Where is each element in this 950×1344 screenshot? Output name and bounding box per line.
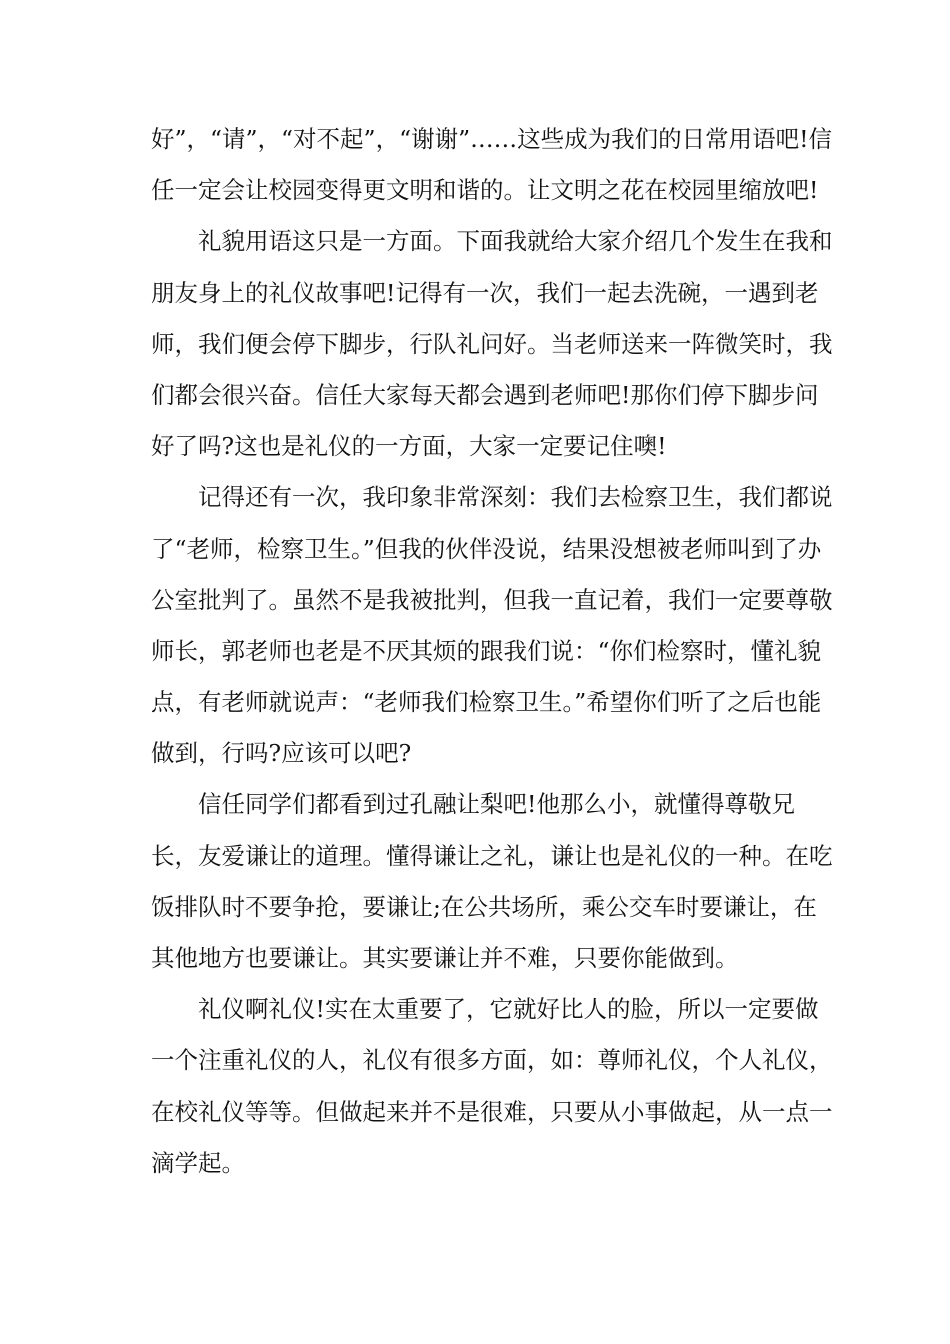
text-line: 其他地方也要谦让。其实要谦让并不难，只要你能做到。	[151, 944, 739, 972]
paragraph-4	[151, 779, 833, 984]
text-line: 公室批判了。虽然不是我被批判，但我一直记着，我们一定要尊敬	[151, 585, 833, 614]
text-line: 饭排队时不要争抢，要谦让;在公共场所，乘公交车时要谦让，在	[151, 892, 817, 921]
text-line: 师长，郭老师也老是不厌其烦的跟我们说：“你们检察时，懂礼貌	[151, 636, 822, 665]
paragraph-3	[151, 472, 833, 779]
paragraph-1	[151, 114, 833, 216]
paragraph-5	[151, 984, 833, 1189]
text-line: 长，友爱谦让的道理。懂得谦让之礼，谦让也是礼仪的一种。在吃	[151, 841, 833, 870]
text-line: 点，有老师就说声：“老师我们检察卫生。”希望你们听了之后也能	[151, 688, 822, 717]
text-line: 信任同学们都看到过孔融让梨吧!他那么小，就懂得尊敬兄	[198, 790, 795, 819]
text-line: 好”，“请”，“对不起”，“谢谢”……这些成为我们的日常用语吧!信	[151, 125, 833, 153]
text-line: 礼仪啊礼仪!实在太重要了，它就好比人的脸，所以一定要做	[198, 995, 819, 1024]
document-page	[151, 114, 833, 1189]
text-line: 们都会很兴奋。信任大家每天都会遇到老师吧!那你们停下脚步问	[151, 380, 819, 409]
text-line: 在校礼仪等等。但做起来并不是很难，只要从小事做起，从一点一	[151, 1097, 833, 1126]
paragraph-2	[151, 216, 833, 472]
text-line: 做到，行吗?应该可以吧?	[151, 739, 412, 768]
text-line: 礼貌用语这只是一方面。下面我就给大家介绍几个发生在我和	[198, 227, 833, 256]
text-line: 好了吗?这也是礼仪的一方面，大家一定要记住噢!	[151, 432, 667, 461]
text-line: 朋友身上的礼仪故事吧!记得有一次，我们一起去洗碗，一遇到老	[151, 278, 819, 307]
text-line: 记得还有一次，我印象非常深刻：我们去检察卫生，我们都说	[198, 483, 833, 512]
text-line: 师，我们便会停下脚步，行队礼问好。当老师送来一阵微笑时，我	[151, 329, 833, 358]
text-line: 一个注重礼仪的人，礼仪有很多方面，如：尊师礼仪，个人礼仪，	[151, 1046, 833, 1075]
text-line: 滴学起。	[151, 1148, 245, 1177]
text-line: 了“老师，检察卫生。”但我的伙伴没说，结果没想被老师叫到了办	[151, 534, 822, 563]
text-line: 任一定会让校园变得更文明和谐的。让文明之花在校园里缩放吧!	[151, 176, 819, 205]
